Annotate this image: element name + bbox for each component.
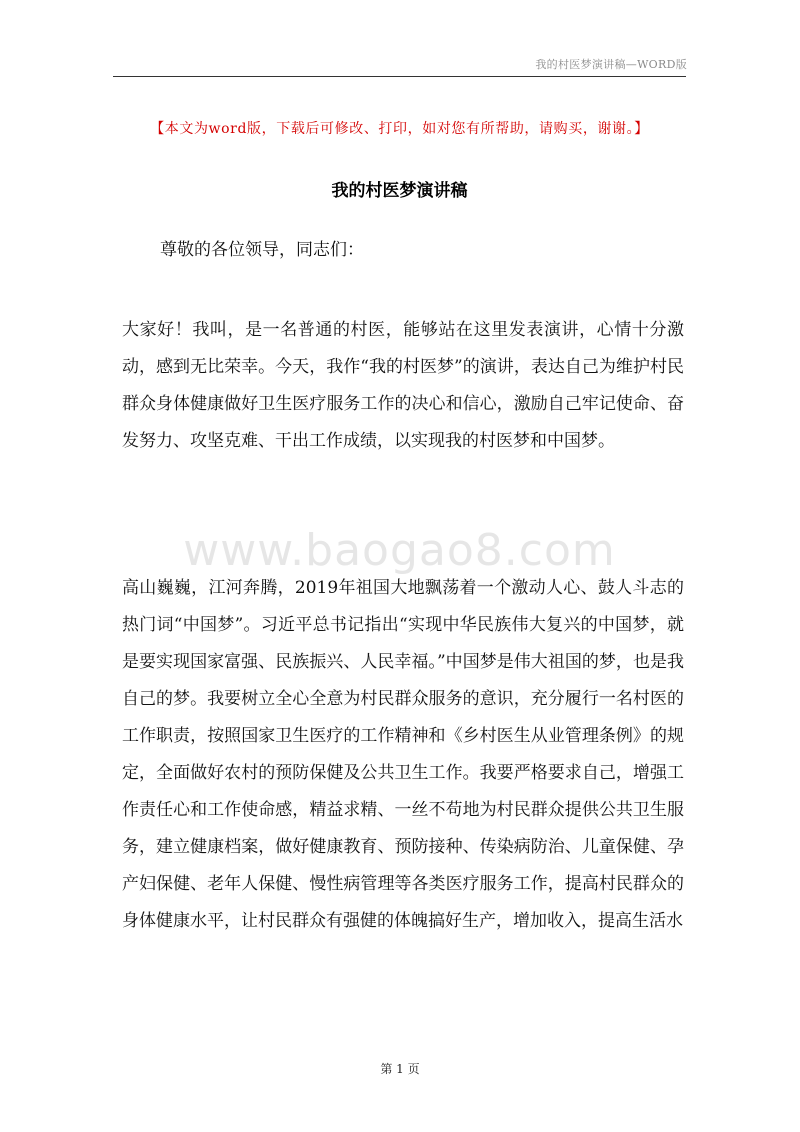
- salutation: 尊敬的各位领导，同志们：: [160, 240, 364, 260]
- header-divider: [113, 76, 686, 77]
- download-notice: 【本文为word版，下载后可修改、打印，如对您有所帮助，请购买，谢谢。】: [150, 121, 649, 137]
- running-header: 我的村医梦演讲稿—WORD版: [535, 58, 687, 71]
- paragraph-2: 高山巍巍，江河奔腾，2019年祖国大地飘荡着一个激动人心、鼓人斗志的热门词“中国梦”。习近平总书记指出“实现中华民族伟大复兴的中国梦，就是要实现国家富强、民族振兴、人民幸福。”中国梦是伟大祖国的梦，也是我自己的梦。我要树立全心全意为村民群众服务的意识，充分履行一名村医的工作职责，按照国家卫生医疗的工作精神和《乡村医生从业管理条例》的规定，全面做好农村的预防保健及公共卫生工作。我要严格要求自己，增强工作责任心和工作使命感，精益求精、一丝不苟地为村民群众提供公共卫生服务，建立健康档案，做好健康教育、预防接种、传染病防治、儿童保健、孕产妇保健、老年人保健、慢性病管理等各类医疗服务工作，提高村民群众的身体健康水平，让村民群众有强健的体魄搞好生产，增加收入，提高生活水: [122, 578, 684, 931]
- document-title: 我的村医梦演讲稿: [331, 181, 468, 201]
- paragraph-1: 大家好！我叫，是一名普通的村医，能够站在这里发表演讲，心情十分激动，感到无比荣幸。今天，我作“我的村医梦”的演讲，表达自己为维护村民群众身体健康做好卫生医疗服务工作的决心和信心，激励自己牢记使命、奋发努力、攻坚克难、干出工作成绩，以实现我的村医梦和中国梦。: [122, 320, 684, 451]
- page-number: 第 1 页: [380, 1062, 420, 1076]
- watermark: www.baogao8.com: [183, 525, 616, 576]
